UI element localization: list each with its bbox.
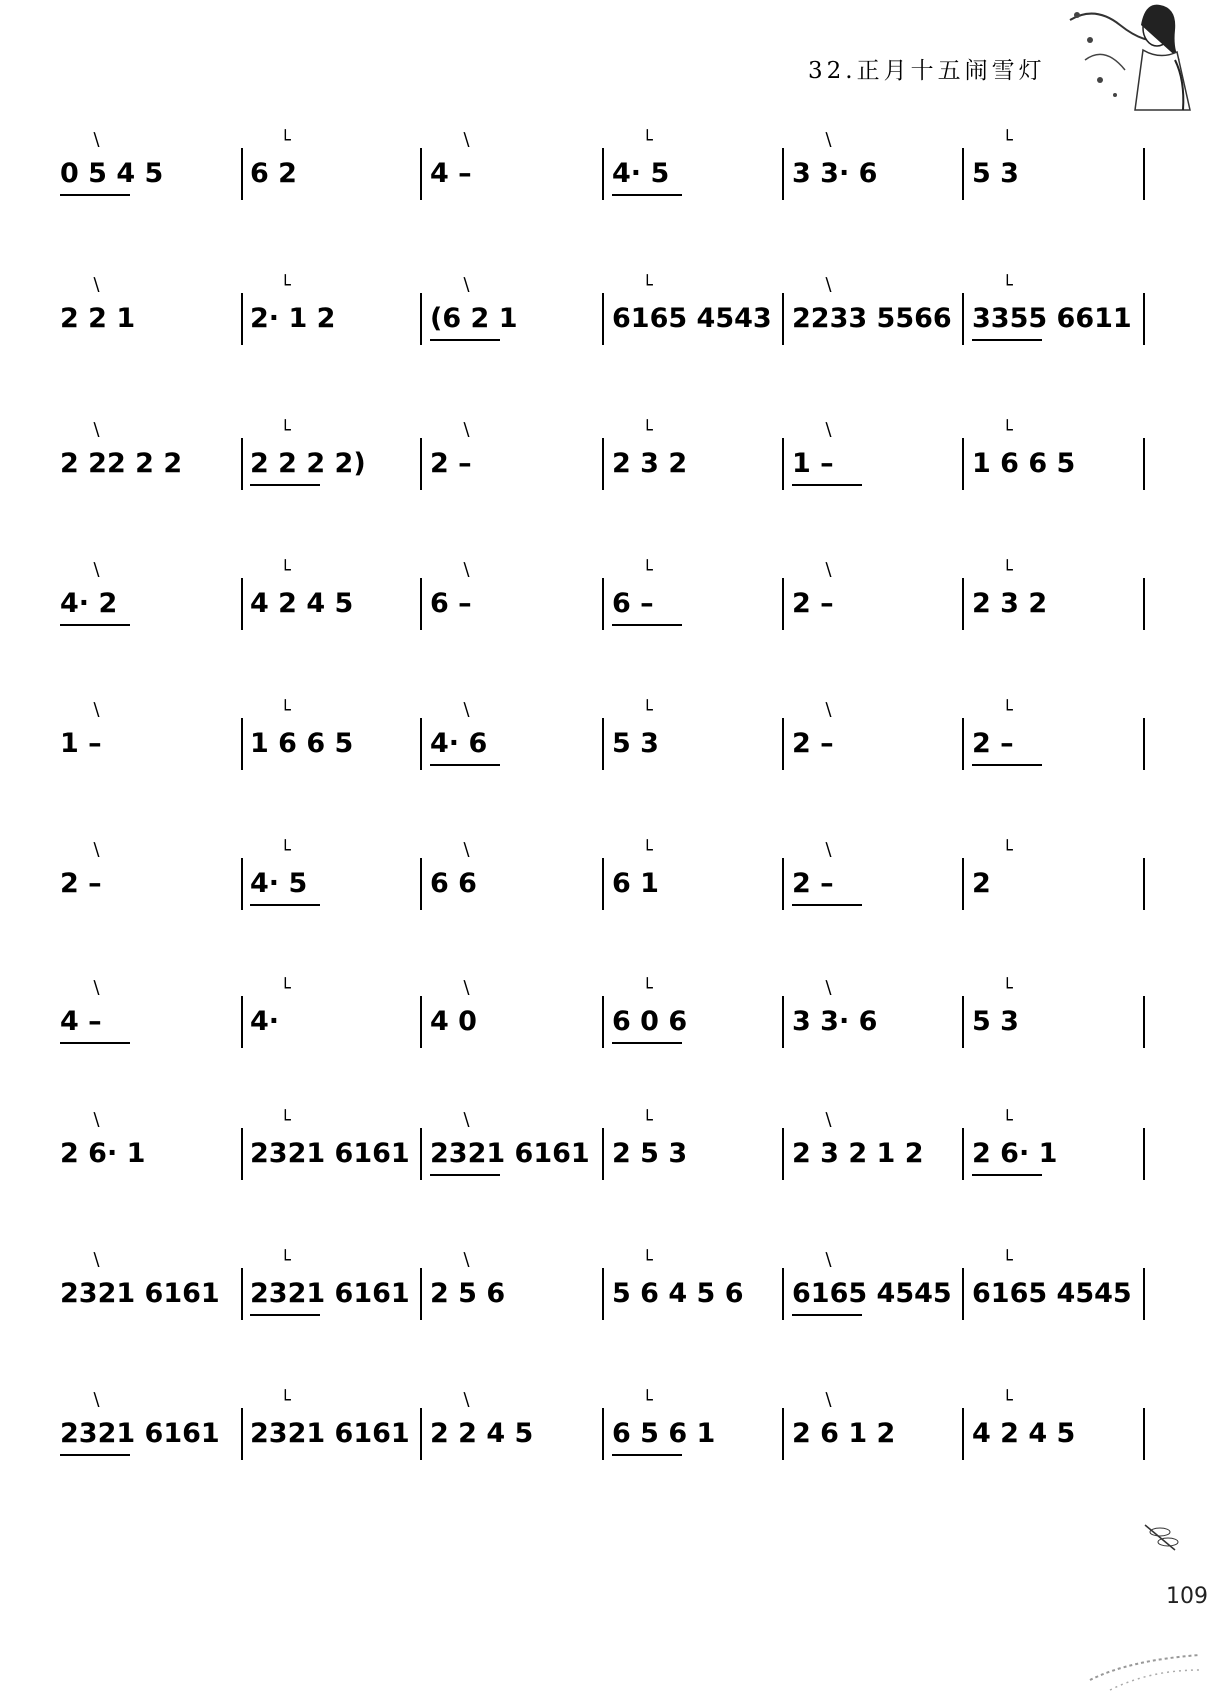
measure-notes: 2 5 6 — [430, 1278, 506, 1309]
barline — [420, 438, 422, 490]
beam-underline — [250, 484, 320, 486]
measure-notes: 5 3 — [612, 728, 659, 759]
measure-notes: 4 – — [430, 158, 472, 189]
beam-underline — [792, 1314, 862, 1316]
beam-underline — [430, 339, 500, 341]
bowing-mark-icon: └ — [280, 1110, 291, 1131]
score-system — [0, 700, 1200, 830]
bowing-mark-icon: └ — [1002, 1110, 1013, 1131]
measure-notes: 2 5 3 — [612, 1138, 688, 1169]
measure-notes: 2 3 2 — [612, 448, 688, 479]
barline — [1143, 1128, 1145, 1180]
bowing-mark-icon: └ — [1002, 275, 1013, 296]
measure-notes: 2 — [972, 868, 991, 899]
bowing-mark-icon: └ — [280, 130, 291, 151]
score-system — [0, 978, 1200, 1108]
barline — [420, 996, 422, 1048]
bowing-mark-icon: └ — [280, 978, 291, 999]
score-system — [0, 420, 1200, 550]
barline — [602, 578, 604, 630]
measure-notes: 2 6· 1 — [60, 1138, 146, 1169]
barline — [962, 293, 964, 345]
measure-notes: 6 1 — [612, 868, 659, 899]
bowing-mark-icon: ∖ — [90, 130, 102, 151]
barline — [241, 1128, 243, 1180]
measure-notes: 4· 2 — [60, 588, 118, 619]
barline — [602, 858, 604, 910]
measure-notes: 5 3 — [972, 1006, 1019, 1037]
measure-notes: 4· 5 — [612, 158, 670, 189]
bowing-mark-icon: └ — [1002, 840, 1013, 861]
bowing-mark-icon: └ — [280, 1390, 291, 1411]
measure-notes: 2321 6161 — [60, 1278, 220, 1309]
bowing-mark-icon: └ — [1002, 1390, 1013, 1411]
measure-notes: 1 6 6 5 — [250, 728, 354, 759]
measure-notes: 4 2 4 5 — [972, 1418, 1076, 1449]
bowing-mark-icon: └ — [642, 700, 653, 721]
bowing-mark-icon: └ — [1002, 560, 1013, 581]
barline — [241, 996, 243, 1048]
measure-notes: (6 2 1 — [430, 303, 518, 334]
measure-notes: 6165 4545 — [972, 1278, 1132, 1309]
bowing-mark-icon: ∖ — [90, 978, 102, 999]
barline — [1143, 718, 1145, 770]
measure-notes: 2321 6161 — [250, 1278, 410, 1309]
barline — [420, 718, 422, 770]
barline — [782, 438, 784, 490]
barline — [782, 148, 784, 200]
barline — [1143, 293, 1145, 345]
bowing-mark-icon: ∖ — [90, 420, 102, 441]
measure-notes: 0 5 4 5 — [60, 158, 164, 189]
barline — [602, 438, 604, 490]
beam-underline — [60, 1454, 130, 1456]
barline — [241, 578, 243, 630]
bowing-mark-icon: ∖ — [822, 1110, 834, 1131]
bowing-mark-icon: ∖ — [822, 1390, 834, 1411]
measure-notes: 1 – — [792, 448, 834, 479]
barline — [962, 148, 964, 200]
barline — [602, 1128, 604, 1180]
measure-notes: 2321 6161 — [430, 1138, 590, 1169]
bowing-mark-icon: ∖ — [822, 130, 834, 151]
barline — [962, 1128, 964, 1180]
measure-notes: 2 – — [60, 868, 102, 899]
measure-notes: 2 – — [792, 728, 834, 759]
score-system — [0, 1390, 1200, 1520]
barline — [241, 438, 243, 490]
beam-underline — [612, 194, 682, 196]
bowing-mark-icon: └ — [642, 560, 653, 581]
barline — [1143, 148, 1145, 200]
barline — [1143, 578, 1145, 630]
bowing-mark-icon: ∖ — [460, 130, 472, 151]
barline — [782, 293, 784, 345]
barline — [420, 148, 422, 200]
bowing-mark-icon: ∖ — [460, 420, 472, 441]
bowing-mark-icon: └ — [280, 700, 291, 721]
measure-notes: 2 22 2 2 — [60, 448, 183, 479]
bowing-mark-icon: └ — [642, 275, 653, 296]
bowing-mark-icon: ∖ — [90, 560, 102, 581]
barline — [420, 293, 422, 345]
barline — [241, 1268, 243, 1320]
measure-notes: 2 6· 1 — [972, 1138, 1058, 1169]
bowing-mark-icon: └ — [642, 978, 653, 999]
score-system — [0, 1110, 1200, 1240]
bowing-mark-icon: ∖ — [822, 700, 834, 721]
bowing-mark-icon: └ — [642, 1250, 653, 1271]
score-system — [0, 1250, 1200, 1380]
measure-notes: 1 6 6 5 — [972, 448, 1076, 479]
measure-notes: 2 3 2 — [972, 588, 1048, 619]
measure-notes: 2 – — [792, 588, 834, 619]
barline — [602, 718, 604, 770]
barline — [782, 996, 784, 1048]
barline — [1143, 438, 1145, 490]
measure-notes: 2 2 1 — [60, 303, 136, 334]
measure-notes: 2 – — [430, 448, 472, 479]
bowing-mark-icon: └ — [280, 420, 291, 441]
bowing-mark-icon: ∖ — [90, 840, 102, 861]
page-title: 32.正月十五闹雪灯 — [808, 58, 1046, 84]
barline — [782, 718, 784, 770]
bowing-mark-icon: └ — [280, 840, 291, 861]
barline — [1143, 858, 1145, 910]
barline — [962, 1268, 964, 1320]
bowing-mark-icon: ∖ — [822, 978, 834, 999]
barline — [241, 148, 243, 200]
bowing-mark-icon: └ — [642, 1390, 653, 1411]
measure-notes: 4· 6 — [430, 728, 488, 759]
barline — [420, 578, 422, 630]
measure-notes: 2321 6161 — [250, 1418, 410, 1449]
score-system — [0, 840, 1200, 970]
beam-underline — [792, 904, 862, 906]
bowing-mark-icon: └ — [1002, 420, 1013, 441]
bowing-mark-icon: ∖ — [460, 275, 472, 296]
barline — [420, 1408, 422, 1460]
portrait-illustration — [1065, 0, 1200, 120]
measure-notes: 3 3· 6 — [792, 158, 878, 189]
barline — [1143, 1268, 1145, 1320]
barline — [1143, 996, 1145, 1048]
bowing-mark-icon: └ — [280, 1250, 291, 1271]
barline — [602, 293, 604, 345]
beam-underline — [60, 624, 130, 626]
measure-notes: 3 3· 6 — [792, 1006, 878, 1037]
beam-underline — [612, 1454, 682, 1456]
barline — [241, 1408, 243, 1460]
page-number: 109 — [1166, 1584, 1208, 1609]
bowing-mark-icon: ∖ — [90, 700, 102, 721]
bowing-mark-icon: └ — [1002, 978, 1013, 999]
measure-notes: 2 – — [792, 868, 834, 899]
barline — [241, 718, 243, 770]
beam-underline — [792, 484, 862, 486]
barline — [241, 858, 243, 910]
measure-notes: 2· 1 2 — [250, 303, 336, 334]
barline — [241, 293, 243, 345]
bowing-mark-icon: └ — [642, 840, 653, 861]
bowing-mark-icon: ∖ — [460, 1250, 472, 1271]
measure-notes: 4 0 — [430, 1006, 477, 1037]
measure-notes: 3355 6611 — [972, 303, 1132, 334]
barline — [782, 578, 784, 630]
measure-notes: 6 2 — [250, 158, 297, 189]
bowing-mark-icon: └ — [642, 1110, 653, 1131]
bowing-mark-icon: ∖ — [90, 1390, 102, 1411]
bowing-mark-icon: ∖ — [460, 700, 472, 721]
measure-notes: 4· — [250, 1006, 280, 1037]
measure-notes: 6 6 — [430, 868, 477, 899]
measure-notes: 2321 6161 — [60, 1418, 220, 1449]
measure-notes: 4 – — [60, 1006, 102, 1037]
bowing-mark-icon: └ — [280, 560, 291, 581]
bowing-mark-icon: └ — [1002, 700, 1013, 721]
measure-notes: 1 – — [60, 728, 102, 759]
barline — [420, 1268, 422, 1320]
beam-underline — [972, 339, 1042, 341]
measure-notes: 4· 5 — [250, 868, 308, 899]
beam-underline — [612, 1042, 682, 1044]
barline — [962, 578, 964, 630]
barline — [962, 996, 964, 1048]
measure-notes: 2 2 2 2) — [250, 448, 366, 479]
measure-notes: 5 6 4 5 6 — [612, 1278, 744, 1309]
barline — [962, 1408, 964, 1460]
measure-notes: 6 – — [430, 588, 472, 619]
bowing-mark-icon: └ — [1002, 130, 1013, 151]
measure-notes: 2 2 4 5 — [430, 1418, 534, 1449]
measure-notes: 5 3 — [972, 158, 1019, 189]
bowing-mark-icon: ∖ — [90, 1110, 102, 1131]
measure-notes: 6165 4545 — [792, 1278, 952, 1309]
barline — [420, 858, 422, 910]
measure-notes: 2321 6161 — [250, 1138, 410, 1169]
measure-notes: 6 5 6 1 — [612, 1418, 716, 1449]
beam-underline — [250, 1314, 320, 1316]
bowing-mark-icon: └ — [280, 275, 291, 296]
barline — [782, 1408, 784, 1460]
barline — [602, 1408, 604, 1460]
beam-underline — [972, 1174, 1042, 1176]
beam-underline — [60, 1042, 130, 1044]
score-system — [0, 560, 1200, 690]
measure-notes: 2 3 2 1 2 — [792, 1138, 924, 1169]
bowing-mark-icon: ∖ — [822, 560, 834, 581]
measure-notes: 6 0 6 — [612, 1006, 688, 1037]
score-system — [0, 130, 1200, 260]
bowing-mark-icon: ∖ — [822, 275, 834, 296]
bowing-mark-icon: ∖ — [90, 1250, 102, 1271]
beam-underline — [250, 904, 320, 906]
bowing-mark-icon: └ — [1002, 1250, 1013, 1271]
bowing-mark-icon: ∖ — [460, 978, 472, 999]
score-system — [0, 275, 1200, 405]
bowing-mark-icon: └ — [642, 130, 653, 151]
barline — [962, 718, 964, 770]
beam-underline — [972, 764, 1042, 766]
barline — [602, 996, 604, 1048]
beam-underline — [430, 1174, 500, 1176]
bowing-mark-icon: ∖ — [460, 1110, 472, 1131]
measure-notes: 2233 5566 — [792, 303, 952, 334]
barline — [782, 1268, 784, 1320]
measure-notes: 4 2 4 5 — [250, 588, 354, 619]
barline — [782, 858, 784, 910]
measure-notes: 2 6 1 2 — [792, 1418, 896, 1449]
beam-underline — [430, 764, 500, 766]
barline — [1143, 1408, 1145, 1460]
barline — [602, 1268, 604, 1320]
bowing-mark-icon: ∖ — [460, 560, 472, 581]
bowing-mark-icon: ∖ — [822, 1250, 834, 1271]
bowing-mark-icon: ∖ — [460, 840, 472, 861]
barline — [782, 1128, 784, 1180]
bowing-mark-icon: ∖ — [822, 420, 834, 441]
bowing-mark-icon: ∖ — [460, 1390, 472, 1411]
barline — [602, 148, 604, 200]
measure-notes: 6165 4543 — [612, 303, 772, 334]
bowing-mark-icon: ∖ — [822, 840, 834, 861]
barline — [420, 1128, 422, 1180]
measure-notes: 6 – — [612, 588, 654, 619]
dragonfly-decoration — [1140, 1520, 1200, 1580]
grass-decoration — [1090, 1600, 1200, 1697]
barline — [962, 438, 964, 490]
bowing-mark-icon: └ — [642, 420, 653, 441]
beam-underline — [612, 624, 682, 626]
bowing-mark-icon: ∖ — [90, 275, 102, 296]
measure-notes: 2 – — [972, 728, 1014, 759]
barline — [962, 858, 964, 910]
beam-underline — [60, 194, 130, 196]
